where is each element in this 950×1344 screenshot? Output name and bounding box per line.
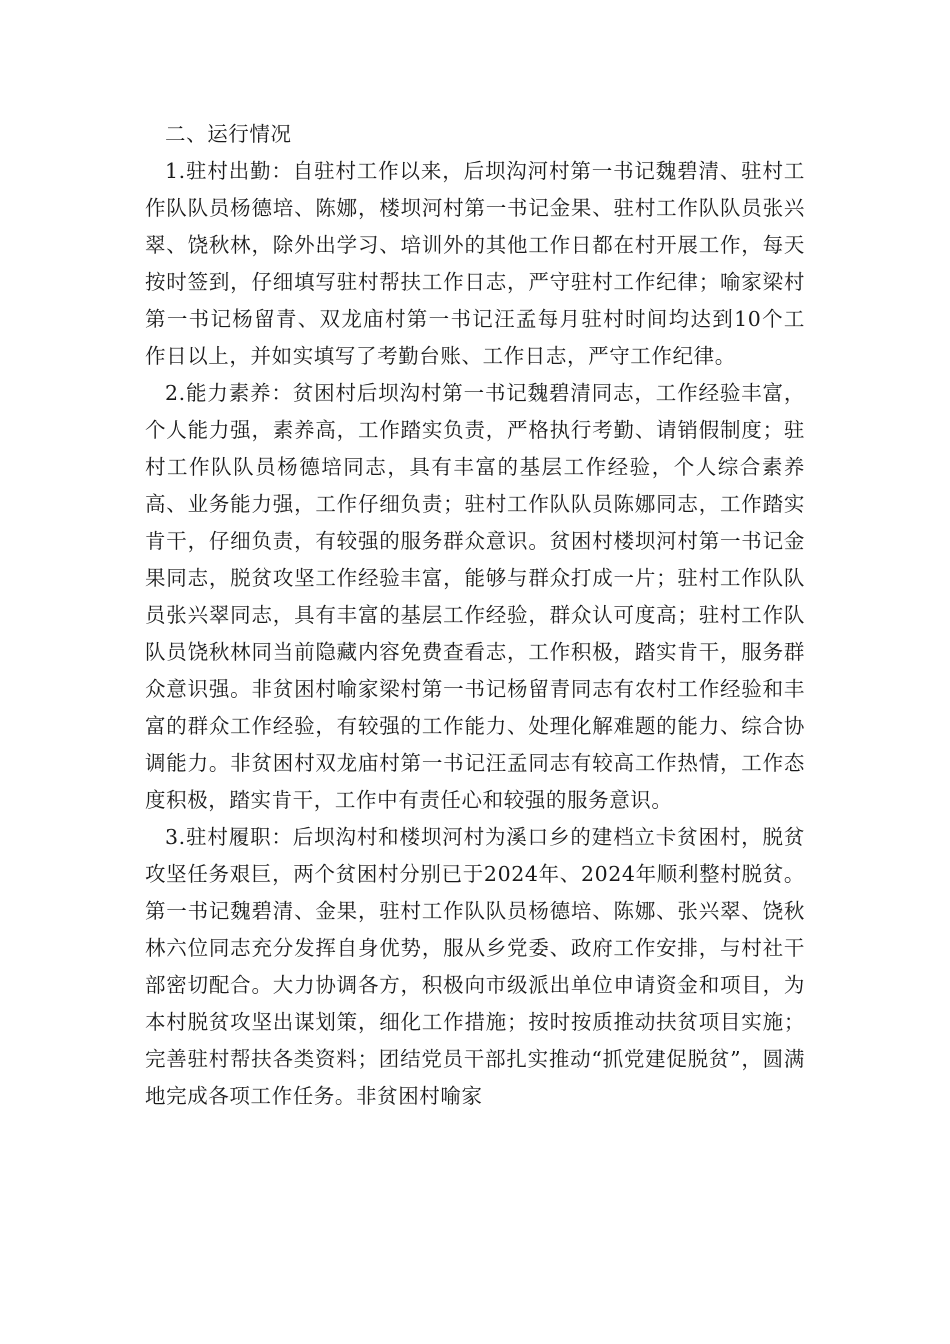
document-body	[145, 116, 805, 1115]
paragraph-duties: 3.驻村履职：后坝沟村和楼坝河村为溪口乡的建档立卡贫困村，脱贫攻坚任务艰巨，两个贫困村分别已于2024年、2024年顺利整村脱贫。第一书记魏碧清、金果，驻村工作队队员杨德培、陈娜、张兴翠、饶秋林六位同志充分发挥自身优势，服从乡党委、政府工作安排，与村社干部密切配合。大力协调各方，积极向市级派出单位申请资金和项目，为本村脱贫攻坚出谋划策，细化工作措施；按时按质推动扶贫项目实施；完善驻村帮扶各类资料；团结党员干部扎实推动“抓党建促脱贫”，圆满地完成各项工作任务。非贫困村喻家	[145, 825, 805, 1108]
paragraph-competence: 2.能力素养：贫困村后坝沟村第一书记魏碧清同志，工作经验丰富，个人能力强，素养高，工作踏实负责，严格执行考勤、请销假制度；驻村工作队队员杨德培同志，具有丰富的基层工作经验，个人综合素养高、业务能力强，工作仔细负责；驻村工作队队员陈娜同志，工作踏实肯干，仔细负责，有较强的服务群众意识。贫困村楼坝河村第一书记金果同志，脱贫攻坚工作经验丰富，能够与群众打成一片；驻村工作队队员张兴翠同志，具有丰富的基层工作经验，群众认可度高；驻村工作队队员饶秋林同当前隐藏内容免费查看志，工作积极，踏实肯干，服务群众意识强。非贫困村喻家梁村第一书记杨留青同志有农村工作经验和丰富的群众工作经验，有较强的工作能力、处理化解难题的能力、综合协调能力。非贫困村双龙庙村第一书记汪孟同志有较高工作热情，工作态度积极，踏实肯干，工作中有责任心和较强的服务意识。	[145, 381, 805, 812]
paragraph-attendance: 1.驻村出勤：自驻村工作以来，后坝沟河村第一书记魏碧清、驻村工作队队员杨德培、陈娜，楼坝河村第一书记金果、驻村工作队队员张兴翠、饶秋林，除外出学习、培训外的其他工作日都在村开展工作，每天按时签到，仔细填写驻村帮扶工作日志，严守驻村工作纪律；喻家梁村第一书记杨留青、双龙庙村第一书记汪孟每月驻村时间均达到10个工作日以上，并如实填写了考勤台账、工作日志，严守工作纪律。	[145, 159, 805, 368]
section-heading: 二、运行情况	[165, 122, 292, 146]
